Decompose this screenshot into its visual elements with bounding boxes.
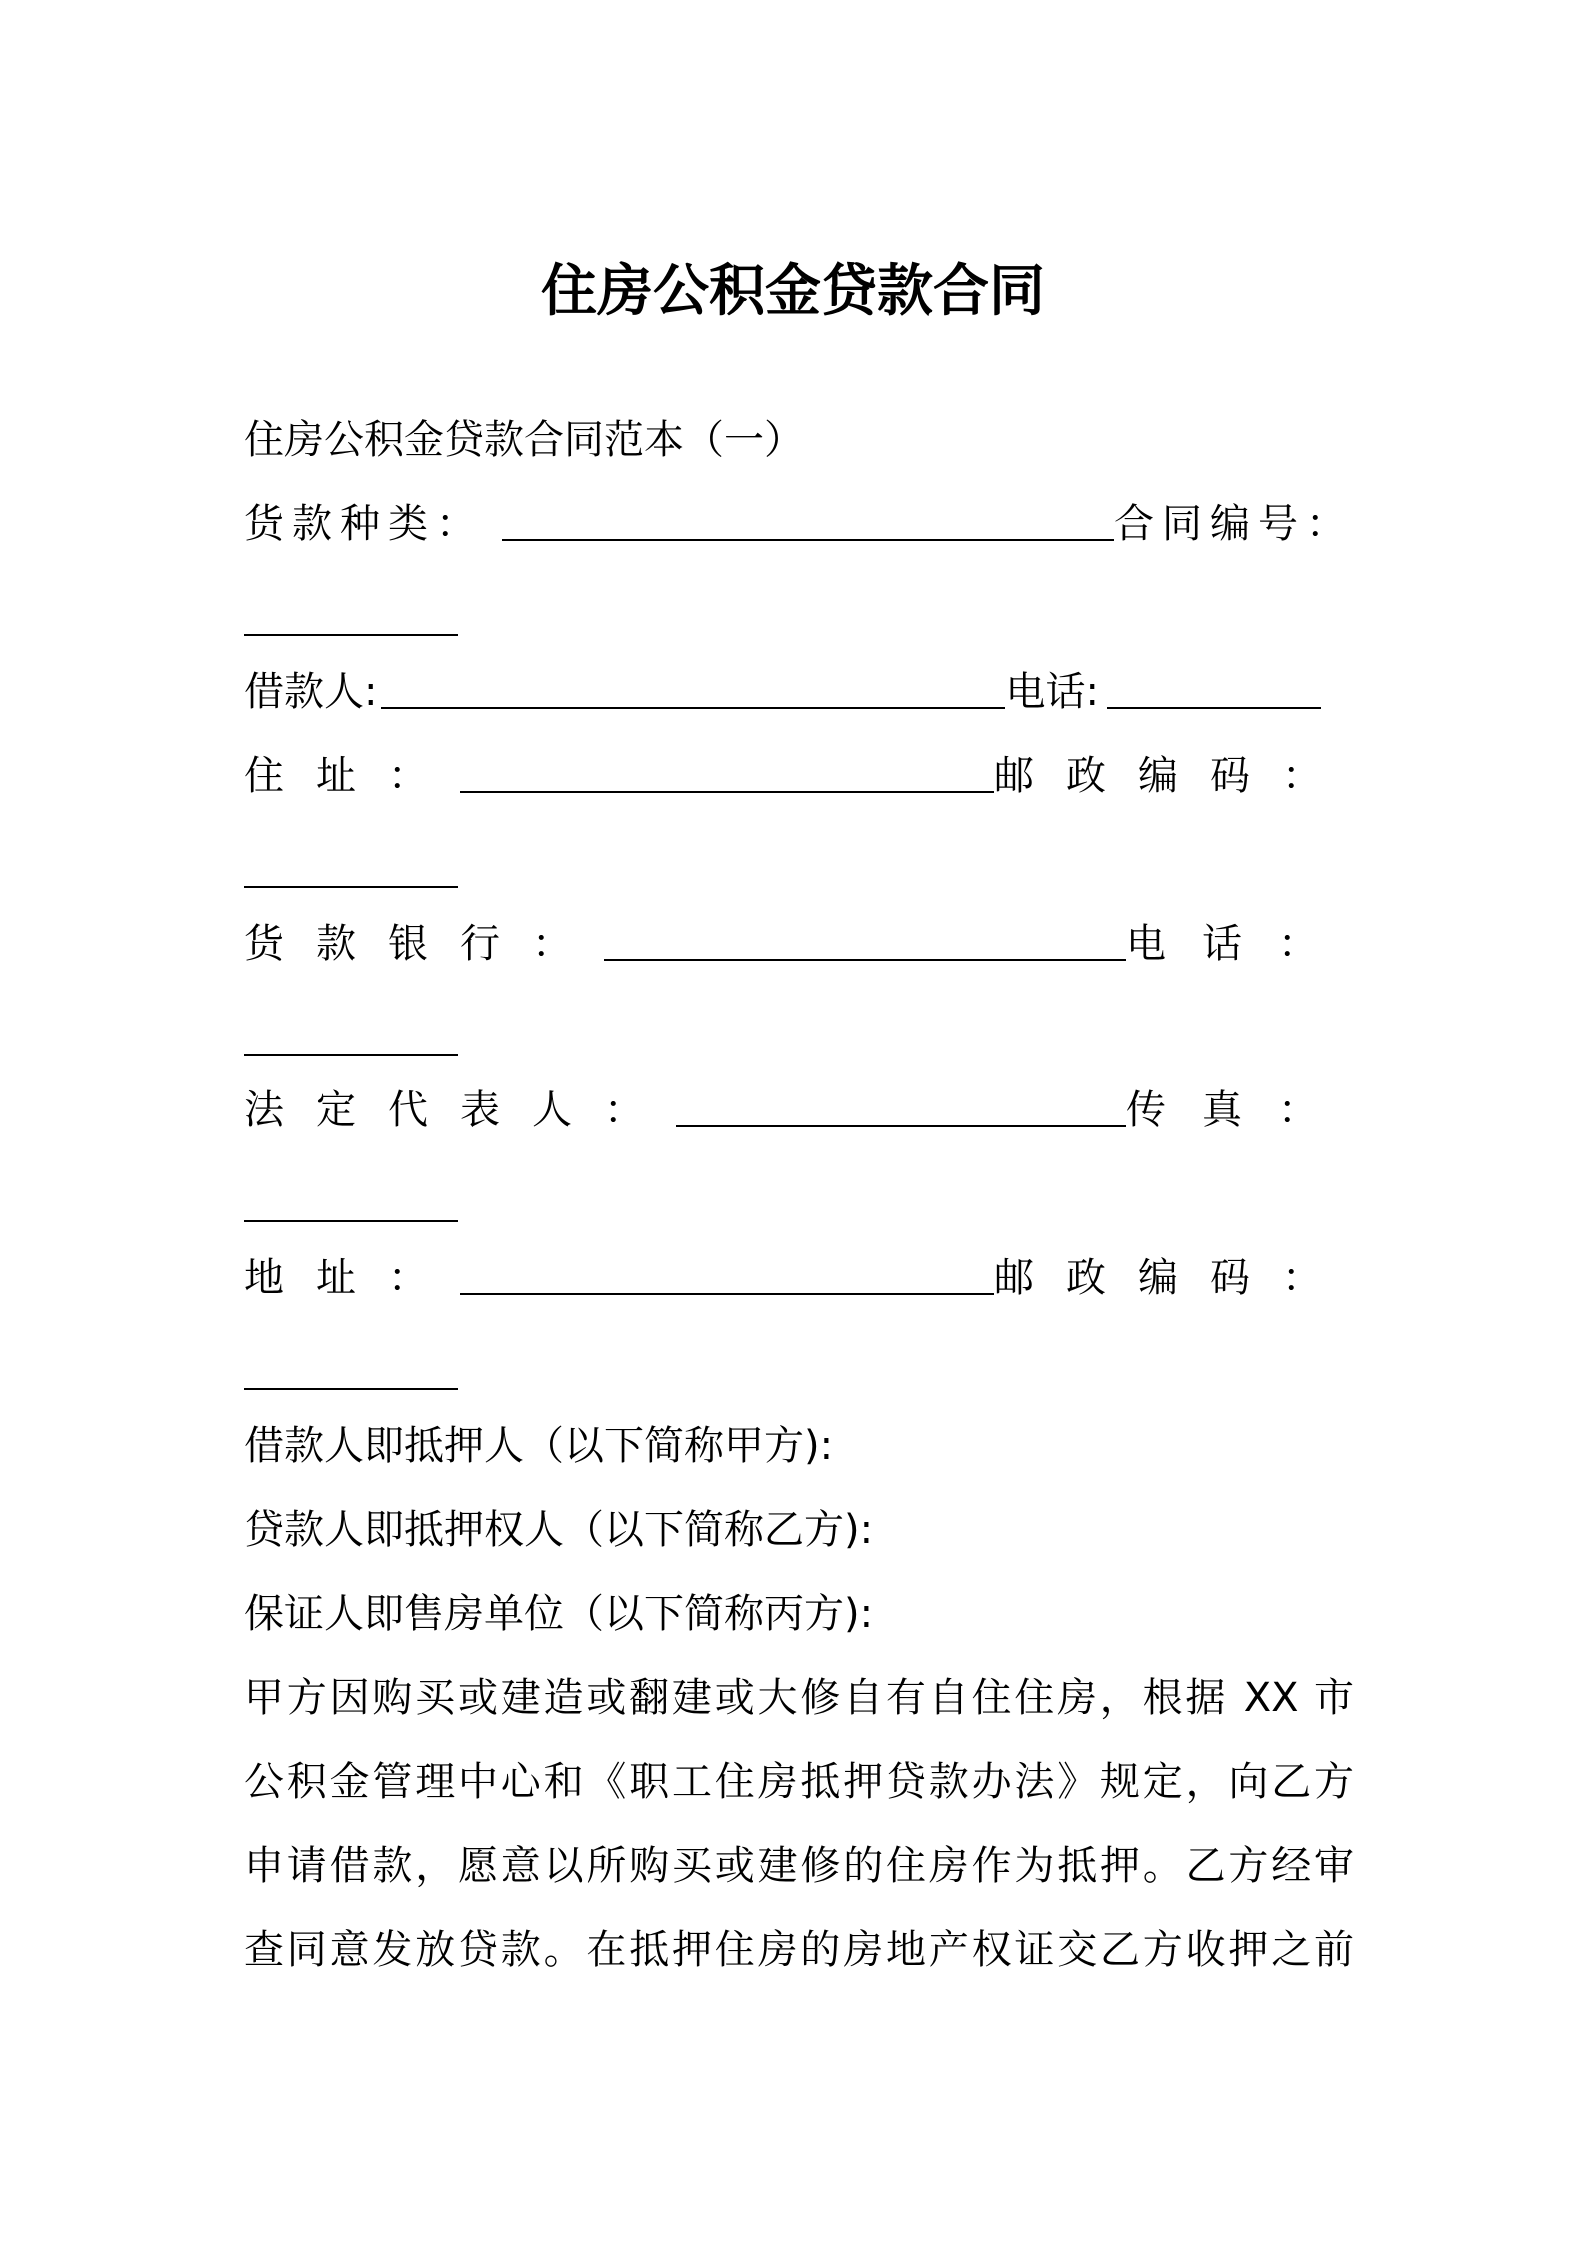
legal-rep-blank[interactable] (676, 1125, 1126, 1127)
legal-rep-label: 法定代表人： (244, 1087, 676, 1133)
body-line-1: 甲方因购买或建造或翻建或大修自有自住住房，根据 XX 市 (244, 1675, 1354, 1721)
fax-label: 传真： (1126, 1087, 1354, 1133)
party-c-line: 保证人即售房单位（以下简称丙方): (244, 1591, 874, 1637)
lender-bank-row (244, 916, 1354, 972)
legal-rep-row (244, 1082, 1354, 1138)
loan-type-blank[interactable] (502, 539, 1114, 541)
borrower-address-label: 住址： (244, 753, 460, 799)
party-b-line: 贷款人即抵押权人（以下简称乙方): (244, 1507, 874, 1553)
bank-phone-label: 电话： (1126, 921, 1354, 967)
borrower-postcode-blank[interactable] (244, 886, 458, 888)
bank-address-label: 地址： (244, 1255, 460, 1301)
loan-type-label: 货款种类： (244, 501, 484, 547)
body-line-4: 查同意发放贷款。在抵押住房的房地产权证交乙方收押之前 (244, 1927, 1354, 1973)
loan-type-row (244, 496, 1354, 552)
body-line-2: 公积金管理中心和《职工住房抵押贷款办法》规定，向乙方 (244, 1759, 1354, 1805)
borrower-phone-label: 电话: (1005, 669, 1099, 715)
party-a-line: 借款人即抵押人（以下简称甲方): (244, 1423, 834, 1469)
body-line-3: 申请借款，愿意以所购买或建修的住房作为抵押。乙方经审 (244, 1843, 1354, 1889)
bank-postcode-blank[interactable] (244, 1388, 458, 1390)
bank-address-blank[interactable] (460, 1293, 994, 1295)
contract-no-blank[interactable] (244, 634, 458, 636)
borrower-address-blank[interactable] (460, 791, 994, 793)
borrower-phone-blank[interactable] (1107, 707, 1321, 709)
bank-postcode-label: 邮政编码： (994, 1255, 1354, 1301)
bank-phone-blank[interactable] (244, 1054, 458, 1056)
bank-address-row (244, 1250, 1354, 1306)
borrower-label: 借款人: (244, 669, 378, 715)
lender-bank-blank[interactable] (604, 959, 1126, 961)
borrower-row (244, 664, 1354, 720)
document-title: 住房公积金贷款合同 (541, 259, 1045, 324)
document-subtitle: 住房公积金贷款合同范本（一） (244, 417, 804, 463)
borrower-blank[interactable] (381, 707, 1005, 709)
borrower-postcode-label: 邮政编码： (994, 753, 1354, 799)
fax-blank[interactable] (244, 1220, 458, 1222)
contract-no-label: 合同编号： (1114, 501, 1354, 547)
borrower-address-row (244, 748, 1354, 804)
lender-bank-label: 货款银行： (244, 921, 604, 967)
